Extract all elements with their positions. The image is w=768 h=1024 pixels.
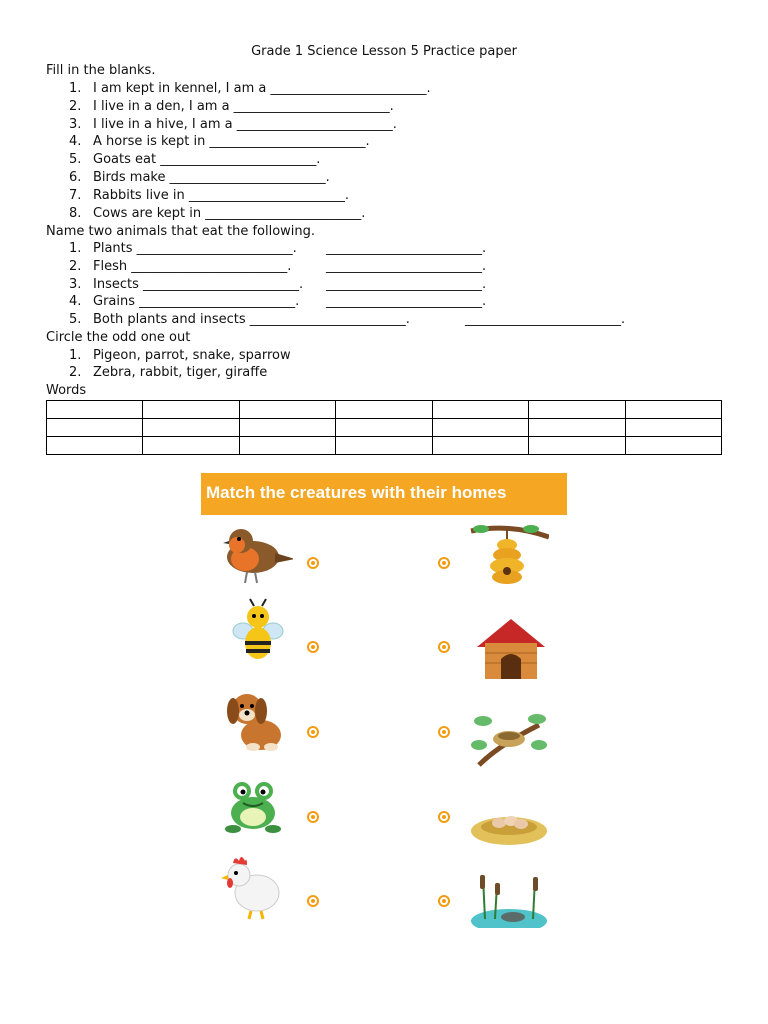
page-title: Grade 1 Science Lesson 5 Practice paper [251, 44, 517, 59]
item-number: 8. [69, 206, 82, 221]
fill-blank-item [69, 152, 321, 167]
item-number: 5. [69, 152, 82, 167]
words-table [46, 400, 722, 455]
table-cell [239, 419, 335, 437]
fill-blank-item [69, 170, 330, 185]
odd-one-out-heading: Circle the odd one out [46, 330, 191, 345]
table-cell [432, 401, 528, 419]
table-cell [625, 419, 721, 437]
item-number: 3. [69, 277, 82, 292]
item-number: 3. [69, 117, 82, 132]
fill-blank-item [69, 134, 370, 149]
table-cell [47, 401, 143, 419]
match-banner [201, 473, 567, 515]
home-match-dot[interactable] [438, 811, 450, 823]
odd-one-out-item [69, 365, 268, 380]
table-cell [625, 437, 721, 455]
item-number: 2. [69, 99, 82, 114]
robin-icon [213, 517, 293, 587]
item-text: Goats eat ________________________. [93, 152, 321, 167]
item-text: I live in a den, I am a ________________________. [93, 99, 394, 114]
name-animals-item [69, 259, 487, 274]
fill-blank-item [69, 117, 397, 132]
item-text: Zebra, rabbit, tiger, giraffe [93, 365, 268, 380]
item-text: Insects ________________________. [93, 277, 304, 292]
puppy-icon [213, 685, 293, 755]
item-text: Flesh ________________________. [93, 259, 292, 274]
item-number: 6. [69, 170, 82, 185]
table-cell [239, 437, 335, 455]
home-match-dot[interactable] [438, 895, 450, 907]
item-number: 4. [69, 294, 82, 309]
frog-icon [215, 771, 295, 841]
name-animals-heading: Name two animals that eat the following. [46, 224, 316, 239]
item-number: 7. [69, 188, 82, 203]
home-match-dot[interactable] [438, 726, 450, 738]
fill-blank-item [69, 99, 394, 114]
table-cell [529, 437, 625, 455]
table-cell [336, 401, 432, 419]
table-cell [529, 419, 625, 437]
item-text: Cows are kept in ________________________. [93, 206, 366, 221]
table-cell [47, 437, 143, 455]
table-cell [143, 401, 239, 419]
item-number: 2. [69, 365, 82, 380]
table-cell [143, 419, 239, 437]
item-text: I live in a hive, I am a ________________________. [93, 117, 397, 132]
item-number: 1. [69, 348, 82, 363]
table-cell [143, 437, 239, 455]
second-blank: ________________________. [326, 259, 487, 274]
name-animals-item [69, 241, 487, 256]
words-heading: Words [46, 383, 87, 398]
pond-icon [469, 869, 549, 928]
item-text: A horse is kept in ________________________. [93, 134, 370, 149]
home-match-dot[interactable] [438, 641, 450, 653]
fill-blank-item [69, 81, 431, 96]
creature-match-dot[interactable] [307, 811, 319, 823]
item-number: 5. [69, 312, 82, 327]
item-text: Both plants and insects ________________________. [93, 312, 410, 327]
second-blank: ________________________. [326, 294, 487, 309]
name-animals-item [69, 294, 487, 309]
table-cell [432, 419, 528, 437]
table-cell [239, 401, 335, 419]
creature-match-dot[interactable] [307, 895, 319, 907]
kennel-icon [471, 615, 551, 685]
table-row [47, 437, 722, 455]
table-cell [47, 419, 143, 437]
item-number: 1. [69, 241, 82, 256]
item-number: 2. [69, 259, 82, 274]
table-cell [336, 437, 432, 455]
hen-icon [215, 851, 295, 921]
fill-blank-item [69, 188, 349, 203]
egg-nest-icon [469, 791, 549, 861]
item-text: Birds make ________________________. [93, 170, 330, 185]
name-animals-item [69, 312, 626, 327]
creature-match-dot[interactable] [307, 726, 319, 738]
name-animals-item [69, 277, 487, 292]
item-text: Rabbits live in ________________________. [93, 188, 349, 203]
item-text: I am kept in kennel, I am a ________________________. [93, 81, 431, 96]
second-blank: ________________________. [465, 312, 626, 327]
fill-blank-item [69, 206, 366, 221]
creature-match-dot[interactable] [307, 557, 319, 569]
item-text: Grains ________________________. [93, 294, 300, 309]
second-blank: ________________________. [326, 277, 487, 292]
item-text: Plants ________________________. [93, 241, 297, 256]
table-cell [625, 401, 721, 419]
second-blank: ________________________. [326, 241, 487, 256]
table-cell [432, 437, 528, 455]
odd-one-out-item [69, 348, 291, 363]
home-match-dot[interactable] [438, 557, 450, 569]
item-number: 1. [69, 81, 82, 96]
bee-icon [217, 597, 297, 667]
match-worksheet-image [201, 473, 567, 928]
table-cell [529, 401, 625, 419]
beehive-icon [469, 521, 549, 591]
fill-blanks-heading: Fill in the blanks. [46, 63, 156, 78]
creature-match-dot[interactable] [307, 641, 319, 653]
table-cell [336, 419, 432, 437]
bird-nest-icon [469, 705, 549, 775]
item-text: Pigeon, parrot, snake, sparrow [93, 348, 291, 363]
table-row [47, 401, 722, 419]
table-row [47, 419, 722, 437]
item-number: 4. [69, 134, 82, 149]
match-banner-text: Match the creatures with their homes [206, 483, 507, 502]
